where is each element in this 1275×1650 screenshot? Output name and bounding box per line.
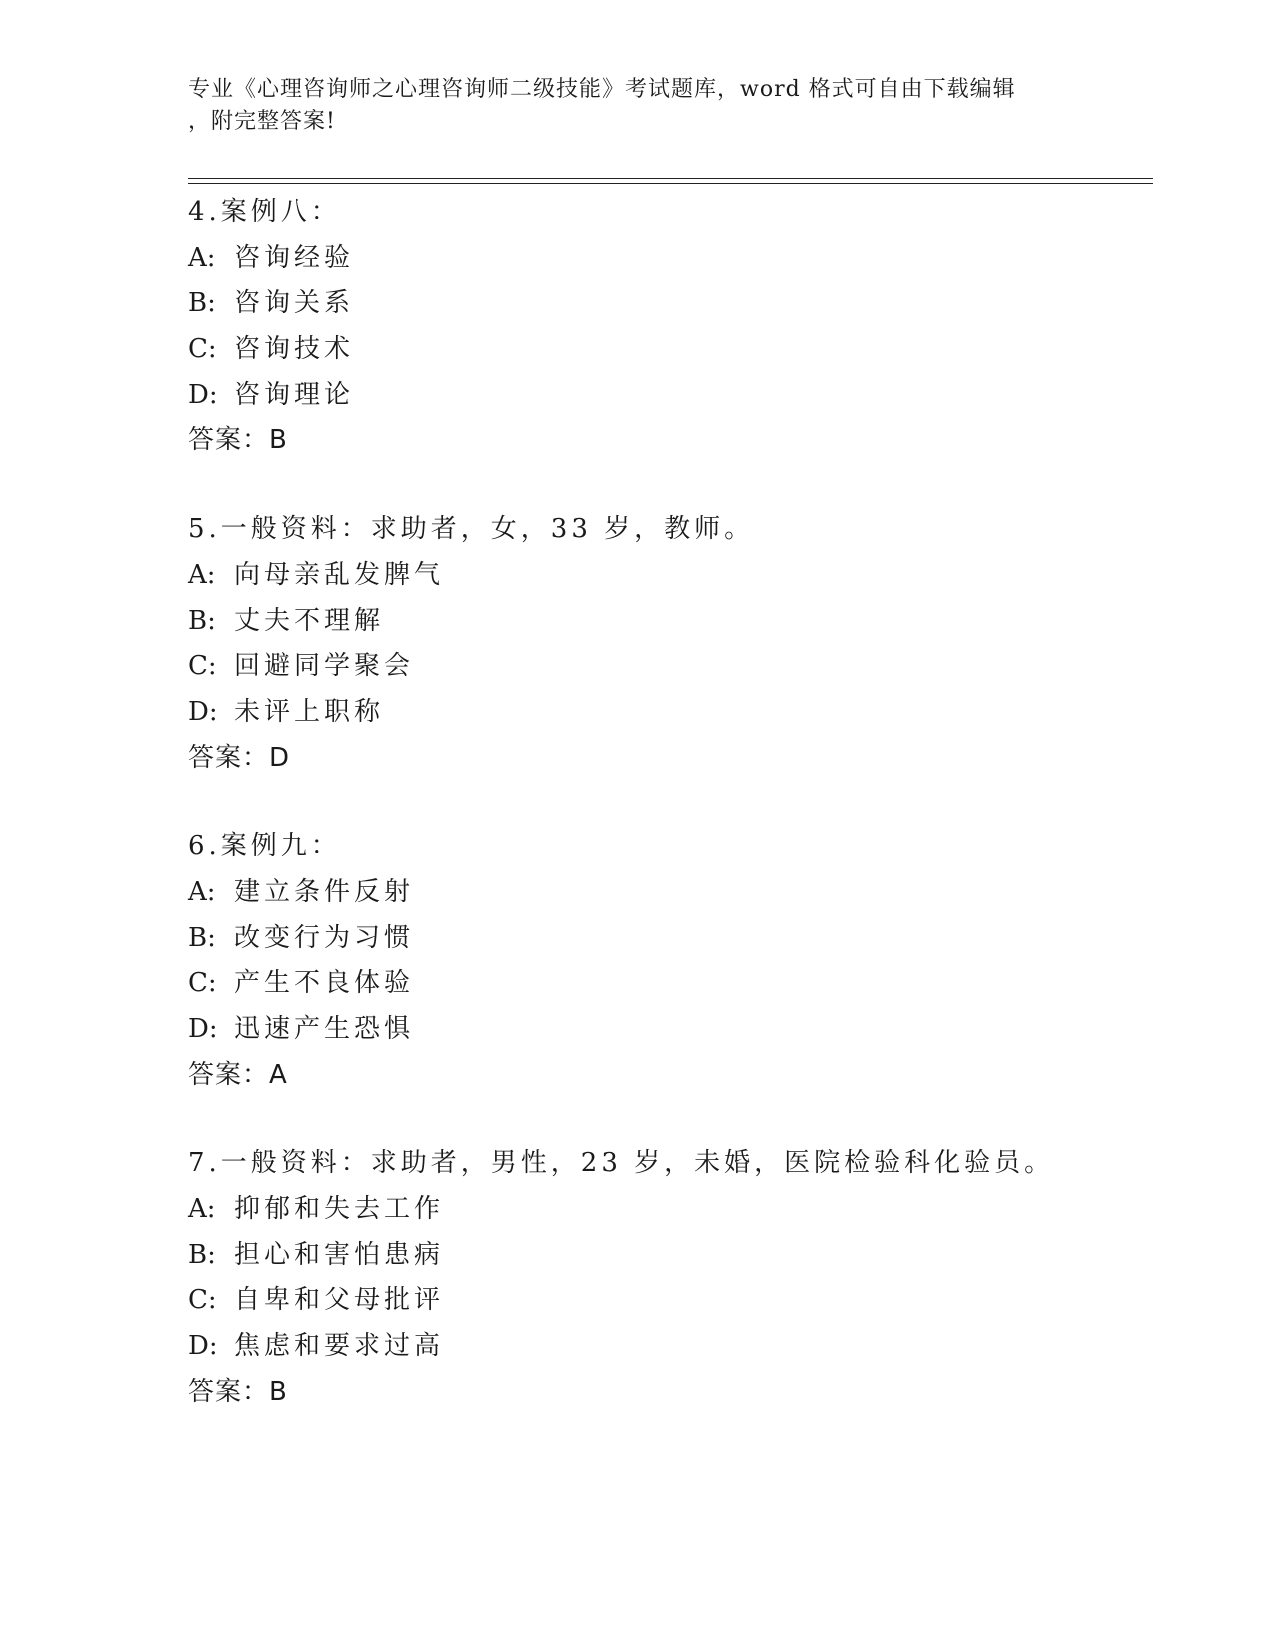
- option-text: 担心和害怕患病: [234, 1239, 445, 1270]
- option-letter: A:: [188, 1194, 216, 1225]
- answer-line: 答案：B: [188, 425, 288, 456]
- option-b: [188, 1233, 1148, 1279]
- option-text: 咨询理论: [234, 379, 355, 410]
- option-text: 建立条件反射: [234, 876, 415, 907]
- option-text: 焦虑和要求过高: [234, 1331, 445, 1362]
- option-d: [188, 1324, 1148, 1370]
- option-letter: C:: [188, 651, 217, 682]
- option-letter: B:: [188, 922, 216, 953]
- option-letter: D:: [188, 696, 218, 727]
- option-text: 咨询经验: [234, 242, 355, 273]
- option-b: [188, 599, 1148, 645]
- document-header: [188, 74, 1068, 138]
- header-divider-bottom: [188, 183, 1153, 184]
- option-letter: B:: [188, 1239, 216, 1270]
- answer-line: 答案：B: [188, 1376, 288, 1407]
- question-list: [188, 190, 1148, 1459]
- question-title: 7.一般资料：求助者，男性，23 岁，未婚，医院检验科化验员。: [188, 1148, 1055, 1179]
- question-6: [188, 824, 1148, 1098]
- option-text: 抑郁和失去工作: [234, 1194, 445, 1225]
- option-letter: D:: [188, 379, 218, 410]
- option-a: [188, 1187, 1148, 1233]
- option-text: 咨询关系: [234, 288, 355, 319]
- option-letter: A:: [188, 242, 216, 273]
- option-letter: B:: [188, 288, 216, 319]
- question-title: 5.一般资料：求助者，女，33 岁，教师。: [188, 514, 755, 545]
- option-letter: D:: [188, 1014, 218, 1044]
- option-text: 未评上职称: [234, 696, 385, 727]
- header-line-1: 专业《心理咨询师之心理咨询师二级技能》考试题库，word 格式可自由下载编辑: [188, 77, 1016, 102]
- option-letter: C:: [188, 968, 217, 999]
- option-letter: B:: [188, 605, 216, 636]
- answer-line: 答案：A: [188, 1059, 288, 1090]
- option-text: 自卑和父母批评: [234, 1285, 445, 1316]
- option-text: 迅速产生恐惧: [234, 1014, 415, 1044]
- question-title: 6.案例九：: [188, 831, 341, 862]
- option-b: [188, 281, 1148, 327]
- answer-line: 答案：D: [188, 742, 291, 773]
- question-5: [188, 507, 1148, 781]
- option-text: 回避同学聚会: [234, 651, 415, 682]
- question-4: [188, 190, 1148, 464]
- header-line-2: ，附完整答案!: [188, 109, 336, 134]
- option-letter: C:: [188, 1285, 217, 1316]
- option-d: [188, 690, 1148, 736]
- option-c: [188, 961, 1148, 1007]
- header-divider-top: [188, 178, 1153, 179]
- option-letter: A:: [188, 559, 216, 590]
- option-a: [188, 236, 1148, 282]
- option-d: [188, 373, 1148, 419]
- option-text: 丈夫不理解: [234, 605, 385, 636]
- option-d: [188, 1007, 1148, 1053]
- option-text: 向母亲乱发脾气: [234, 559, 445, 590]
- option-letter: D:: [188, 1331, 218, 1362]
- option-letter: A:: [188, 876, 216, 907]
- option-text: 产生不良体验: [234, 968, 415, 999]
- option-text: 改变行为习惯: [234, 922, 415, 953]
- option-c: [188, 644, 1148, 690]
- option-a: [188, 553, 1148, 599]
- question-7: [188, 1141, 1148, 1415]
- option-c: [188, 327, 1148, 373]
- question-title: 4.案例八：: [188, 197, 341, 227]
- option-b: [188, 916, 1148, 962]
- option-c: [188, 1278, 1148, 1324]
- option-a: [188, 870, 1148, 916]
- option-text: 咨询技术: [234, 334, 355, 365]
- option-letter: C:: [188, 334, 217, 365]
